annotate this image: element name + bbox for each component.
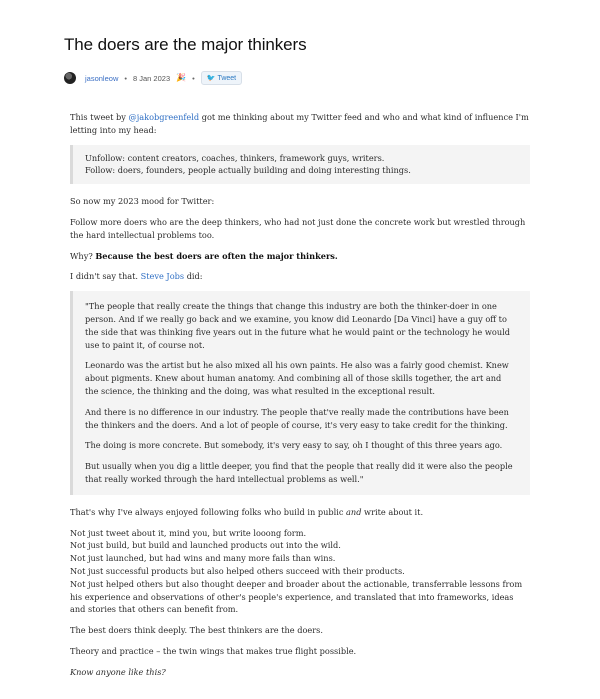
list-item: Not just launched, but had wins and many more fails than wins. — [70, 553, 336, 564]
not-just-list — [70, 527, 530, 617]
paragraph — [70, 506, 530, 519]
text: Why? — [70, 250, 96, 261]
text: I didn't say that. — [70, 271, 141, 282]
box-line: Unfollow: content creators, coaches, thinkers, framework guys, writers. — [85, 152, 385, 163]
text: write about it. — [361, 506, 424, 517]
paragraph — [70, 250, 530, 263]
list-item: Not just successful products but also helped others succeed with their products. — [70, 565, 405, 576]
box-line: Follow: doers, founders, people actually building and doing interesting things. — [85, 165, 411, 176]
tweet-quote-box — [70, 145, 530, 185]
paragraph: The best doers think deeply. The best thinkers are the doers. — [70, 625, 323, 636]
quote-paragraph: The doing is more concrete. But somebody, it's very easy to say, oh I thought of this three years ago. — [85, 440, 503, 451]
twitter-handle-link[interactable]: @jakobgreenfeld — [128, 112, 200, 122]
tweet-button-label: Tweet — [217, 74, 237, 82]
list-item: Not just build, but build and launched products out into the wild. — [70, 540, 341, 551]
meta-separator: • — [124, 73, 127, 83]
emphasis: and — [346, 506, 362, 517]
paragraph — [70, 666, 530, 679]
closing-question: Know anyone like this? — [70, 666, 166, 677]
meta-separator: • — [192, 73, 195, 83]
quote-paragraph: And there is no difference in our industry. The people that've really made the contributions have been the thinkers and the doers. And a lot of people of course, it's very easy to take credit for the thinking. — [85, 406, 509, 430]
text: did: — [184, 271, 203, 282]
paragraph — [70, 111, 530, 137]
paragraph: So now my 2023 mood for Twitter: — [70, 196, 215, 207]
party-popper-icon: 🎉 — [176, 73, 187, 82]
bold-text: Because the best doers are often the major thinkers. — [95, 250, 338, 261]
quote-paragraph: Leonardo was the artist but he also mixed all his own paints. He also was a fairly good chemist. Knew about pigments. Knew about human anatomy. And combining all of those skills together, the art and the science, the thinking and the doing, was what resulted in the exceptional result. — [85, 360, 509, 396]
steve-jobs-quote — [70, 291, 530, 495]
twitter-bird-icon: 🐦 — [206, 74, 216, 82]
avatar[interactable] — [64, 72, 76, 84]
text: This tweet by — [70, 112, 129, 122]
article-body — [70, 111, 530, 687]
paragraph — [70, 270, 530, 283]
list-item: Not just tweet about it, mind you, but write looong form. — [70, 527, 307, 538]
paragraph: Theory and practice – the twin wings that makes true flight possible. — [70, 645, 357, 656]
list-item: Not just helped others but also thought deeper and broader about the actionable, transferrable lessons from his experience and observations of other's people's experience, and translated that into frameworks, ideas and stories that others can benefit from. — [70, 578, 523, 615]
text: got me thinking about my Twitter feed and who and what kind of influence I'm letting into my head: — [70, 112, 529, 135]
quote-paragraph: But usually when you dig a little deeper, you find that the people that really did it were also the people that really worked through the hard intellectual problems as well." — [85, 461, 513, 484]
page-title: The doers are the major thinkers — [64, 35, 307, 54]
author-link[interactable]: jasonleow — [85, 73, 119, 83]
steve-jobs-link[interactable]: Steve Jobs — [140, 271, 185, 282]
text: That's why I've always enjoyed following folks who build in public — [70, 506, 347, 517]
tweet-button[interactable] — [201, 71, 242, 85]
post-meta — [64, 70, 242, 86]
paragraph: Follow more doers who are the deep thinkers, who had not just done the concrete work but wrestled through the hard intellectual problems too. — [70, 216, 526, 240]
post-date: 8 Jan 2023 — [133, 73, 171, 83]
quote-paragraph: "The people that really create the things that change this industry are both the thinker-doer in one person. And if we really go back and we examine, you know did Leonardo [Da Vinci] have a guy off to the side that was thinking five years out in the future what he would paint or the technology he would use to paint it, of course not. — [85, 301, 510, 350]
